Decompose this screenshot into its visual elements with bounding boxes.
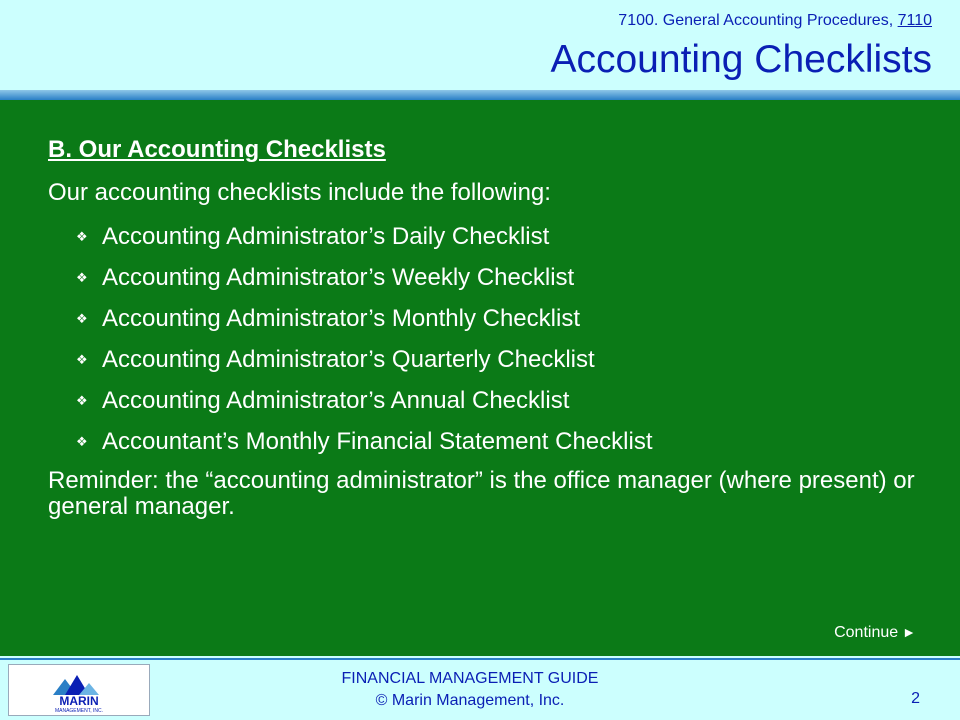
list-item-label: Accounting Administrator’s Weekly Checklist [102, 263, 575, 291]
intro-text: Our accounting checklists include the following: [48, 179, 551, 206]
diamond-bullet-icon: ❖ [76, 228, 88, 244]
diamond-bullet-icon: ❖ [76, 269, 88, 285]
marin-management-logo [8, 664, 150, 716]
breadcrumb-link-7110[interactable]: 7110 [897, 12, 932, 29]
header-divider [0, 90, 960, 100]
slide-content [0, 100, 960, 656]
logo-text: MARIN [59, 694, 99, 708]
logo-graphic [9, 665, 149, 715]
footer-caption [260, 668, 680, 712]
list-item-label: Accounting Administrator’s Annual Checklist [102, 386, 570, 414]
checklist-list [76, 216, 653, 462]
list-item-label: Accountant’s Monthly Financial Statement Checklist [102, 427, 653, 455]
list-item-label: Accounting Administrator’s Monthly Checklist [102, 304, 580, 332]
list-item [76, 298, 653, 339]
footer-divider [0, 658, 960, 660]
diamond-bullet-icon: ❖ [76, 392, 88, 408]
footer-guide-title: FINANCIAL MANAGEMENT GUIDE [341, 670, 599, 687]
list-item [76, 421, 653, 462]
diamond-bullet-icon: ❖ [76, 433, 88, 449]
page-number: 2 [911, 690, 920, 707]
list-item-label: Accounting Administrator’s Daily Checklist [102, 222, 550, 250]
play-arrow-icon: ► [902, 624, 916, 640]
diamond-bullet-icon: ❖ [76, 310, 88, 326]
list-item [76, 216, 653, 257]
list-item [76, 380, 653, 421]
diamond-bullet-icon: ❖ [76, 351, 88, 367]
list-item [76, 339, 653, 380]
breadcrumb [618, 12, 932, 30]
list-item-label: Accounting Administrator’s Quarterly Checklist [102, 345, 595, 373]
list-item [76, 257, 653, 298]
continue-label: Continue [834, 624, 899, 641]
breadcrumb-text: 7100. General Accounting Procedures, [618, 12, 898, 29]
footer-copyright: © Marin Management, Inc. [375, 692, 565, 709]
slide-footer [0, 656, 960, 720]
section-heading: B. Our Accounting Checklists [48, 136, 386, 163]
continue-button[interactable] [834, 624, 916, 642]
slide-header [0, 0, 960, 92]
logo-subtext: MANAGEMENT, INC. [54, 708, 104, 714]
page-title: Accounting Checklists [550, 38, 932, 81]
reminder-text: Reminder: the “accounting administrator” is the office manager (where present) or general manager. [48, 467, 915, 520]
